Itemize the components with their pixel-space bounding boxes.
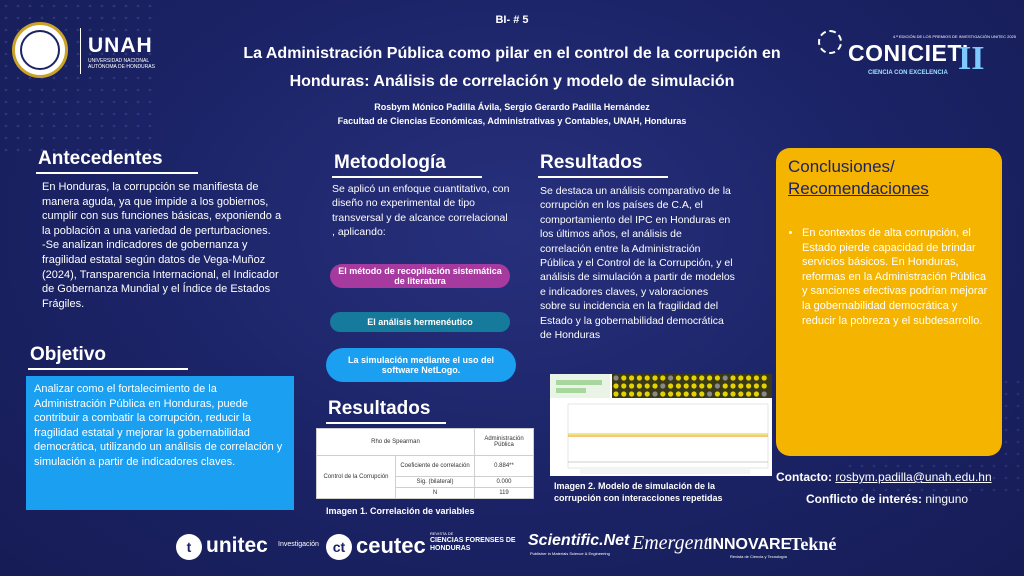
simulation-agent-dot [691, 375, 696, 380]
conicieti-roman: II [958, 40, 985, 77]
conclusiones-heading: Conclusiones/ [788, 157, 895, 176]
simulation-agent-dot [707, 391, 712, 396]
simulation-agent-dot [645, 391, 650, 396]
simulation-agent-dot [621, 383, 626, 388]
simulation-agent-dot [668, 375, 673, 380]
tekne-logo: Tekné [790, 534, 837, 554]
innovare-sub: Revista de Ciencia y Tecnología [730, 554, 787, 559]
simulation-agent-dot [746, 383, 751, 388]
simulation-agent-dot [652, 375, 657, 380]
simulation-agent-dot [723, 375, 728, 380]
logo-divider [80, 28, 81, 74]
conflict-value: ninguno [925, 492, 969, 506]
conicieti-logo-text: CONICIETI [848, 40, 969, 66]
heading-underline [538, 176, 668, 178]
simulation-agent-dot [746, 391, 751, 396]
antecedentes-paragraph: En Honduras, la corrupción se manifiesta de manera aguda, ya que impide a los gobiernos, cumplir con sus funciones básicas, exponiendo a la población a una variedad de perturbaciones. [42, 181, 282, 237]
heading-underline [28, 368, 188, 370]
simulation-agent-dot [699, 391, 704, 396]
simulation-agent-dot [652, 383, 657, 388]
simulation-agent-dot [762, 375, 767, 380]
simulation-agent-dot [613, 391, 618, 396]
scientific-net-sub: Publisher in Materials Science & Engineering [530, 551, 610, 556]
resultados-text: Se destaca un análisis comparativo de la corrupción en los países de C.A, el comportamiento del IPC en Honduras en los últimos años, el análisis de correlación entre la Administración Pública y el Control de la Corrupción, y el análisis de simulación a partir de modelos e indicadores claves, y valoraciones sobre su incidencia en la fragilidad del Estado y la gobernabilidad democrática de Honduras [540, 185, 735, 342]
objetivo-box: Analizar como el fortalecimiento de la Administración Pública en Honduras, puede contribuir a combatir la corrupción, reducir la fragilidad estatal y mejorar la gobernabilidad democrática, utilizando un análisis de correlación y simulación a partir de indicadores claves. [26, 376, 294, 510]
simulation-agent-dot [613, 383, 618, 388]
antecedentes-heading: Antecedentes [38, 148, 163, 169]
simulation-agent-dot [754, 391, 759, 396]
conclusiones-box [776, 148, 1002, 456]
table-cell: Coeficiente de correlación [396, 456, 475, 477]
simulation-agent-dot [738, 375, 743, 380]
table-cell: N [396, 488, 475, 499]
simulation-agent-dot [613, 375, 618, 380]
objetivo-heading: Objetivo [30, 344, 107, 365]
ciencias-forenses-logo: CIENCIAS FORENSES DE HONDURAS [430, 537, 516, 552]
simulation-agent-dot [621, 391, 626, 396]
simulation-agent-dot [637, 383, 642, 388]
simulation-agent-dot [691, 391, 696, 396]
title-line-1: La Administración Pública como pilar en el control de la corrupción en [243, 45, 781, 62]
simulation-agent-dot [684, 375, 689, 380]
contact-label: Contacto: [776, 470, 832, 484]
simulation-agent-dot [730, 383, 735, 388]
simulation-agent-dot [676, 375, 681, 380]
recomendaciones-heading: Recomendaciones [788, 179, 929, 198]
simulation-agent-dot [676, 391, 681, 396]
image1-caption: Imagen 1. Correlación de variables [326, 506, 475, 516]
simulation-agent-dot [699, 383, 704, 388]
scientific-net-logo: Scientific.Net [528, 532, 630, 549]
conflict-line [806, 492, 968, 506]
simulation-agent-dot [684, 391, 689, 396]
conflict-label: Conflicto de interés: [806, 492, 923, 506]
spearman-table [316, 428, 534, 499]
emergent-logo: Emergent [632, 532, 710, 554]
simulation-agent-dot [730, 375, 735, 380]
simulation-agent-dot [715, 375, 720, 380]
unitec-logo-icon: t [176, 534, 202, 560]
simulation-graphic [550, 374, 772, 476]
simulation-agent-dot [684, 383, 689, 388]
conclusiones-list [788, 226, 990, 328]
simulation-agent-dot [668, 383, 673, 388]
simulation-agent-dot [660, 391, 665, 396]
simulation-agent-dot [637, 391, 642, 396]
table-row-group: Control de la Corrupción [317, 456, 396, 499]
unah-seal-logo [12, 22, 68, 78]
affiliation: Facultad de Ciencias Económicas, Administrativas y Contables, UNAH, Honduras [337, 116, 687, 126]
antecedentes-text [42, 180, 290, 311]
contact-email-link[interactable]: rosbym.padilla@unah.edu.hn [835, 470, 992, 484]
simulation-agent-dot [660, 383, 665, 388]
conicieti-gear-icon [818, 30, 842, 54]
resultados-heading-right: Resultados [540, 152, 643, 173]
table-header: Administración Pública [475, 429, 534, 456]
resultados-heading-left: Resultados [328, 398, 431, 419]
simulation-agent-dot [723, 391, 728, 396]
simulation-agent-dot [730, 391, 735, 396]
simulation-agent-dot [715, 383, 720, 388]
simulation-agent-dot [746, 375, 751, 380]
table-cell: Sig. (bilateral) [396, 477, 475, 488]
authors: Rosbym Mónico Padilla Ávila, Sergio Gerardo Padilla Hernández [374, 102, 650, 112]
method-pill-hermeneutic: El análisis hermenéutico [330, 312, 510, 332]
simulation-agent-dot [707, 383, 712, 388]
image2-caption: Imagen 2. Modelo de simulación de la corrupción con interacciones repetidas [554, 481, 723, 503]
investigacion-label: Investigación [278, 541, 319, 548]
netlogo-simulation-image [550, 374, 772, 476]
antecedentes-paragraph: -Se analizan indicadores de gobernanza y fragilidad estatal según datos de Vega-Muñoz (2024), Transparencia Internacional, el Indicador de Gobernanza Mundial y el Índice de Estados Frágiles. [42, 239, 279, 310]
simulation-agent-dot [629, 375, 634, 380]
poster-title [200, 40, 824, 96]
ceutec-logo-icon: ct [326, 534, 352, 560]
simulation-agent-dot [645, 375, 650, 380]
simulation-agent-dot [637, 375, 642, 380]
contact-line [776, 470, 992, 484]
table-header: Rho de Spearman [317, 429, 475, 456]
list-item: • En contextos de alta corrupción, el Estado pierde capacidad de brindar servicios básicos. En Honduras, reformas en la Administración Pública y sanciones efectivas podrían mejorar la gobernabilidad democrática y reducir la pobreza y el subdesarrollo. [802, 226, 990, 328]
simulation-agent-dot [668, 391, 673, 396]
simulation-agent-dot [723, 383, 728, 388]
simulation-agent-dot [762, 391, 767, 396]
unitec-logo: unitec [206, 534, 268, 557]
simulation-agent-dot [621, 375, 626, 380]
method-pill-literature: El método de recopilación sistemática de literatura [330, 264, 510, 288]
table-cell: 119 [475, 488, 534, 499]
method-pill-simulation: La simulación mediante el uso del software NetLogo. [326, 348, 516, 382]
ceutec-logo: ceutec [356, 533, 426, 558]
heading-underline [36, 172, 198, 174]
simulation-agent-dot [738, 383, 743, 388]
table-cell: 0.884** [475, 456, 534, 477]
unah-logo-subtext: UNIVERSIDAD NACIONAL AUTÓNOMA DE HONDURAS [88, 58, 155, 70]
simulation-agent-dot [629, 391, 634, 396]
conicieti-tagline: CIENCIA CON EXCELENCIA [868, 70, 948, 76]
simulation-agent-dot [645, 383, 650, 388]
ciencias-forenses-pre: REVISTA DE [430, 531, 454, 536]
simulation-agent-dot [652, 391, 657, 396]
simulation-agent-dot [676, 383, 681, 388]
simulation-agent-dot [629, 383, 634, 388]
heading-underline [332, 176, 482, 178]
simulation-agent-dot [762, 383, 767, 388]
conicieti-edition: 4.ª EDICIÓN DE LOS PREMIOS DE INVESTIGACIÓN UNITEC 2025 [892, 34, 1016, 39]
simulation-agent-dot [699, 375, 704, 380]
simulation-agent-dot [738, 391, 743, 396]
unah-logo-text: UNAH [88, 34, 153, 57]
simulation-agent-dot [691, 383, 696, 388]
simulation-agent-dot [660, 375, 665, 380]
simulation-agent-dot [754, 375, 759, 380]
poster-code: BI- # 5 [495, 14, 529, 26]
simulation-agent-dot [707, 375, 712, 380]
metodologia-text: Se aplicó un enfoque cuantitativo, con diseño no experimental de tipo transversal y de alcance correlacional , aplicando: [332, 183, 510, 239]
heading-underline [326, 422, 446, 424]
innovare-logo: INNOVARE [708, 536, 792, 553]
title-line-2: Honduras: Análisis de correlación y modelo de simulación [289, 73, 735, 90]
simulation-agent-dot [715, 391, 720, 396]
metodologia-heading: Metodología [334, 152, 446, 173]
table-cell: 0.000 [475, 477, 534, 488]
simulation-agent-dot [754, 383, 759, 388]
